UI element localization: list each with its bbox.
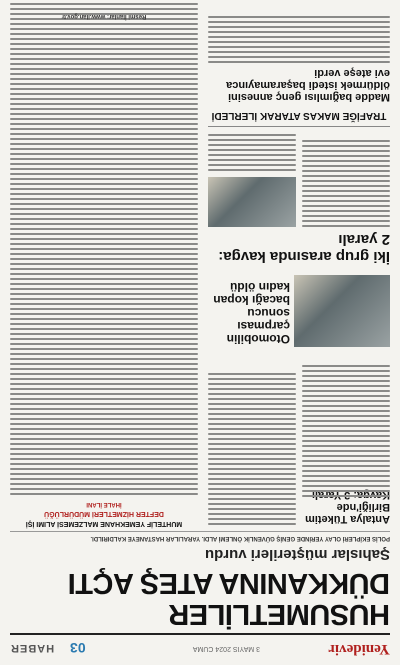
right-column [10,7,198,527]
left-column [208,7,390,527]
brand-logo: Yenidevir [328,641,390,657]
notice-footer: Resmi İlanlar: www.ilan.gov.tr [61,13,147,19]
lower-title: TRAFİĞE MAKAS ATARAK İLERLEDİ [211,110,387,121]
headline [10,567,390,629]
story-body-2 [208,370,296,525]
sub-body-2 [208,131,296,171]
photo-headline: Otomobilin çarpması sonucu bacağı kopan kadın öldü [213,280,290,346]
story-body [302,362,390,497]
notice-org: MUHTELİF YEMEKHANE MALZEMESİ ALIMI İŞİ [25,520,183,527]
divider [208,126,390,127]
section-label: HABER [10,642,55,654]
deck: Şahıslar müşterileri vurdu [204,546,390,563]
notice-label: İHALE İLANI [86,501,122,507]
sub-headline: İki grup arasında kavga: 2 yaralı [218,231,390,265]
notice-sub: DEFTER HİZMETLERİ MÜDÜRLÜĞÜ [44,510,164,517]
headline-line-1: HUSUMETLİLER [168,598,390,630]
page-number: 03 [70,640,86,656]
sub-body [302,137,390,227]
final-body [208,13,390,63]
masthead [10,633,390,659]
strap-line: POLİS EKİPLERİ OLAY YERİNDE GENİŞ GÜVENLİK ÖNLEMİ ALDI. YARALILAR HASTANEYE KALDIRILDI. [10,531,390,541]
inline-photo [208,177,296,227]
final-headline: Madde bağımlısı genç annesini öldürmek istedi başaramayınca evi ateşe verdi [226,67,390,103]
story-title: Antalya Tüketim Birliği'nde [305,501,390,525]
headline-line-2: DÜKKANINA ATEŞ AÇTI [68,567,390,599]
notice-body [10,0,198,495]
date-line: 3 MAYIS 2024 CUMA [192,645,260,652]
news-photo [294,275,390,347]
